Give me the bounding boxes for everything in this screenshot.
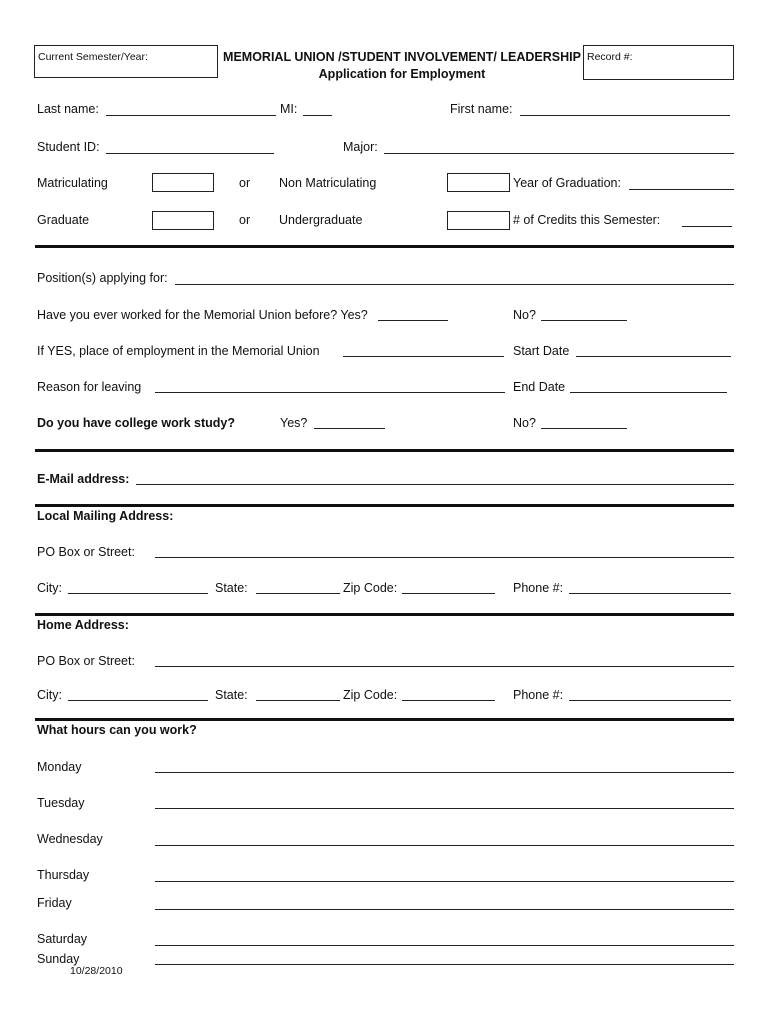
local-po-box-label: PO Box or Street:: [37, 545, 135, 559]
local-state-label: State:: [215, 581, 248, 595]
non-matriculating-label: Non Matriculating: [279, 176, 377, 190]
student-id-label: Student ID:: [37, 140, 100, 154]
semester-label: Current Semester/Year:: [38, 51, 148, 63]
year-of-graduation-field[interactable]: [629, 189, 734, 190]
home-state-label: State:: [215, 688, 248, 702]
last-name-label: Last name:: [37, 102, 99, 116]
or-label: or: [239, 213, 251, 227]
worked-before-no-field[interactable]: [541, 320, 627, 321]
local-po-box-field[interactable]: [155, 557, 734, 558]
section-divider: [35, 613, 734, 616]
work-study-yes-label: Yes?: [280, 416, 308, 430]
tuesday-hours-field[interactable]: [155, 808, 734, 809]
worked-before-no-label: No?: [513, 308, 536, 322]
footer-date: 10/28/2010: [70, 965, 123, 977]
credits-field[interactable]: [682, 226, 732, 227]
place-of-employment-label: If YES, place of employment in the Memorial Union: [37, 344, 320, 358]
saturday-hours-field[interactable]: [155, 945, 734, 946]
first-name-field[interactable]: [520, 115, 730, 116]
positions-field[interactable]: [175, 284, 734, 285]
day-label: Friday: [37, 896, 72, 910]
day-label: Sunday: [37, 952, 80, 966]
local-city-label: City:: [37, 581, 62, 595]
email-field[interactable]: [136, 484, 734, 485]
major-label: Major:: [343, 140, 378, 154]
wednesday-hours-field[interactable]: [155, 845, 734, 846]
matriculating-checkbox[interactable]: [152, 173, 214, 192]
reason-label: Reason for leaving: [37, 380, 142, 394]
worked-before-label: Have you ever worked for the Memorial Union before? Yes?: [37, 308, 368, 322]
first-name-label: First name:: [450, 102, 513, 116]
mi-field[interactable]: [303, 115, 332, 116]
home-phone-field[interactable]: [569, 700, 731, 701]
matriculating-label: Matriculating: [37, 176, 108, 190]
thursday-hours-field[interactable]: [155, 881, 734, 882]
home-phone-label: Phone #:: [513, 688, 564, 702]
home-state-field[interactable]: [256, 700, 340, 701]
home-po-box-label: PO Box or Street:: [37, 654, 135, 668]
end-date-field[interactable]: [570, 392, 727, 393]
work-study-yes-field[interactable]: [314, 428, 385, 429]
work-study-no-label: No?: [513, 416, 536, 430]
section-divider: [35, 504, 734, 507]
last-name-field[interactable]: [106, 115, 276, 116]
work-study-label: Do you have college work study?: [37, 416, 235, 430]
start-date-label: Start Date: [513, 344, 570, 358]
worked-before-yes-field[interactable]: [378, 320, 448, 321]
local-zip-label: Zip Code:: [343, 581, 398, 595]
graduate-label: Graduate: [37, 213, 90, 227]
place-of-employment-field[interactable]: [343, 356, 504, 357]
day-label: Tuesday: [37, 796, 85, 810]
student-id-field[interactable]: [106, 153, 274, 154]
local-phone-field[interactable]: [569, 593, 731, 594]
day-label: Wednesday: [37, 832, 103, 846]
monday-hours-field[interactable]: [155, 772, 734, 773]
home-city-field[interactable]: [68, 700, 208, 701]
section-divider: [35, 449, 734, 452]
section-divider: [35, 245, 734, 248]
local-phone-label: Phone #:: [513, 581, 564, 595]
undergraduate-label: Undergraduate: [279, 213, 363, 227]
start-date-field[interactable]: [576, 356, 731, 357]
undergraduate-checkbox[interactable]: [447, 211, 510, 230]
home-zip-field[interactable]: [402, 700, 495, 701]
local-city-field[interactable]: [68, 593, 208, 594]
form-subtitle: Application for Employment: [318, 67, 486, 81]
reason-field[interactable]: [155, 392, 505, 393]
home-zip-label: Zip Code:: [343, 688, 398, 702]
home-city-label: City:: [37, 688, 62, 702]
work-study-no-field[interactable]: [541, 428, 627, 429]
home-address-heading: Home Address:: [37, 618, 129, 632]
non-matriculating-checkbox[interactable]: [447, 173, 510, 192]
major-field[interactable]: [384, 153, 734, 154]
hours-heading: What hours can you work?: [37, 723, 197, 737]
email-label: E-Mail address:: [37, 472, 130, 486]
positions-label: Position(s) applying for:: [37, 271, 168, 285]
record-label: Record #:: [587, 51, 633, 63]
day-label: Saturday: [37, 932, 88, 946]
section-divider: [35, 718, 734, 721]
friday-hours-field[interactable]: [155, 909, 734, 910]
form-title: MEMORIAL UNION /STUDENT INVOLVEMENT/ LEADERSHIP: [223, 50, 581, 64]
or-label: or: [239, 176, 251, 190]
year-of-graduation-label: Year of Graduation:: [513, 176, 621, 190]
day-label: Monday: [37, 760, 82, 774]
home-po-box-field[interactable]: [155, 666, 734, 667]
sunday-hours-field[interactable]: [155, 964, 734, 965]
end-date-label: End Date: [513, 380, 566, 394]
mi-label: MI:: [280, 102, 298, 116]
local-address-heading: Local Mailing Address:: [37, 509, 174, 523]
graduate-checkbox[interactable]: [152, 211, 214, 230]
local-zip-field[interactable]: [402, 593, 495, 594]
credits-label: # of Credits this Semester:: [513, 213, 661, 227]
local-state-field[interactable]: [256, 593, 340, 594]
day-label: Thursday: [37, 868, 90, 882]
